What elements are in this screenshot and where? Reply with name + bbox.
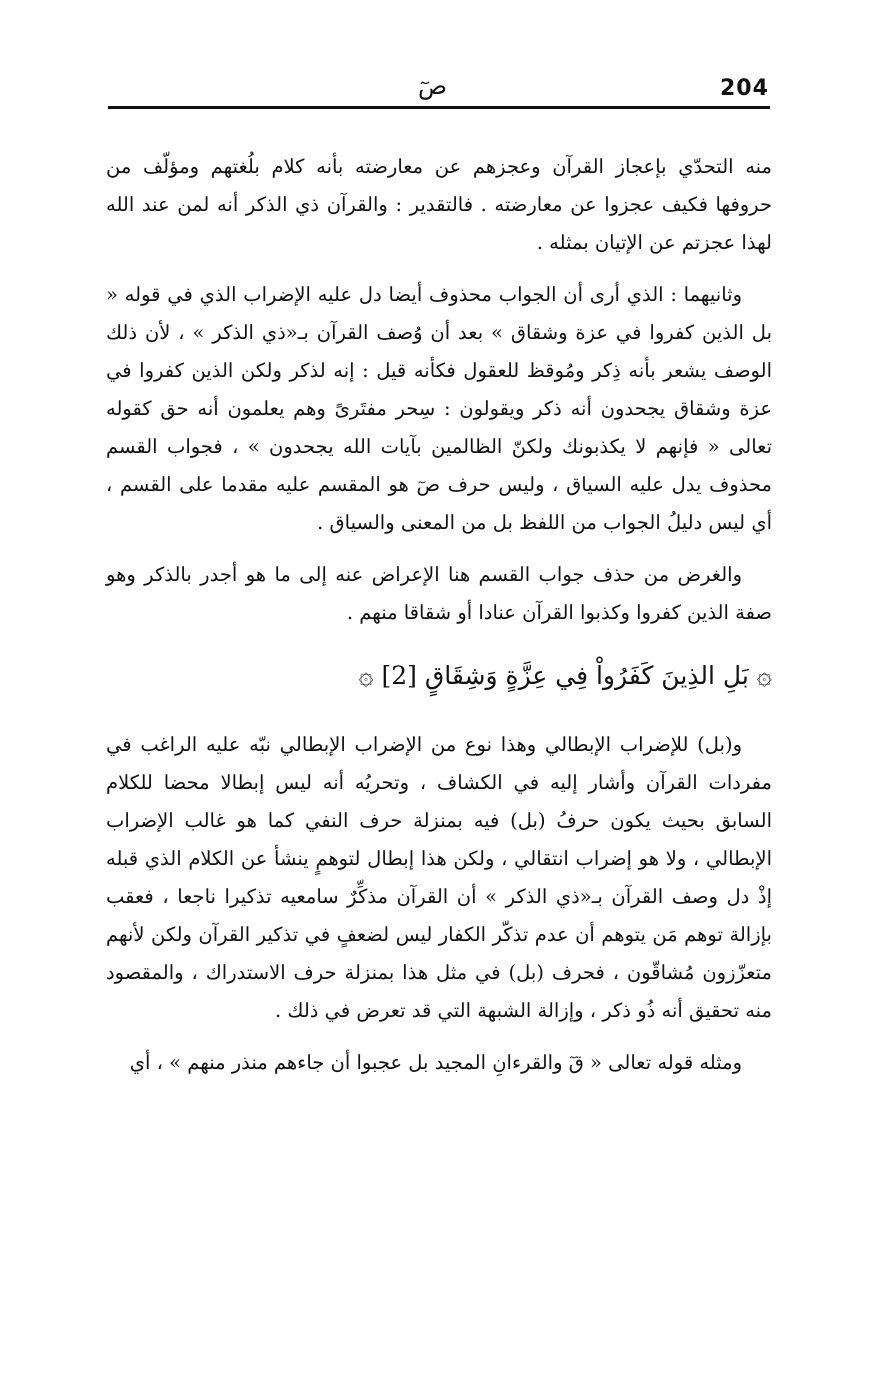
page-body bbox=[106, 148, 772, 1082]
running-head-surah-letter: صٓ bbox=[418, 72, 448, 100]
paragraph-4: و(بل) للإضراب الإبطالي وهذا نوع من الإضراب الإبطالي نبّه عليه الراغب في مفردات القرآن وأشار إليه في الكشاف ، وتحريُه أنه ليس إبطالا محضا للكلام السابق بحيث يكون حرفُ (بل) فيه بمنزلة حرف النفي كما هو غالب الإضراب الإبطالي ، ولا هو إضراب انتقالي ، ولكن هذا إبطال لتوهمٍ ينشأ عن الكلام الذي قبله إذْ دل وصف القرآن بـ«ذي الذكر » أن القرآن مذكِّرٌ سامعيه تذكيرا ناجعا ، فعقب بإزالة توهم مَن يتوهم أن عدم تذكّر الكفار ليس لضعفٍ في تذكير القرآن ولكن لأنهم متعزّزون مُشاقّون ، فحرف (بل) في مثل هذا بمنزلة حرف الاستدراك ، والمقصود منه تحقيق أنه ذُو ذكر ، وإزالة الشبهة التي قد تعرض في ذلك . bbox=[106, 733, 772, 1022]
paragraph-1: منه التحدّي بإعجاز القرآن وعجزهم عن معارضته بأنه كلام بلُغتهم ومؤلّف من حروفها فكيف عجزوا عن معارضته . فالتقدير : والقرآن ذي الذكر أنه لمن عند الله لهذا عجزتم عن الإتيان بمثله . bbox=[106, 155, 772, 254]
verse-ornament-close-icon: ۞ bbox=[358, 661, 374, 691]
quran-verse bbox=[106, 656, 772, 696]
verse-ornament-open-icon: ۞ bbox=[756, 661, 772, 691]
page-number: 204 bbox=[720, 76, 769, 101]
header-rule bbox=[108, 106, 770, 109]
paragraph-2: وثانيهما : الذي أرى أن الجواب محذوف أيضا دل عليه الإضراب الذي في قوله « بل الذين كفروا في عزة وشقاق » بعد أن وُصف القرآن بـ«ذي الذكر » ، لأن ذلك الوصف يشعر بأنه ذِكر ومُوقظ للعقول فكأنه قيل : إنه لذكر ولكن الذين كفروا في عزة وشقاق يجحدون أنه ذكر ويقولون : سِحر مفتَرىً وهم يعلمون أنه حق كقوله تعالى « فإنهم لا يكذبونك ولكنّ الظالمين بآيات الله يجحدون » ، فجواب القسم محذوف يدل عليه السياق ، وليس حرف صٓ هو المقسم عليه مقدما على القسم ، أي ليس دليلُ الجواب من اللفظ بل من المعنى والسياق . bbox=[106, 283, 772, 534]
page-header bbox=[108, 70, 770, 106]
verse-text: بَلِ الذِينَ كَفَرُواْ فِي عِزَّةٍ وَشِقَاقٍ [2] bbox=[381, 661, 749, 690]
paragraph-5: ومثله قوله تعالى « قٓ والقرءانِ المجيد بل عجبوا أن جاءهم منذر منهم » ، أي bbox=[129, 1051, 742, 1074]
paragraph-3: والغرض من حذف جواب القسم هنا الإعراض عنه إلى ما هو أجدر بالذكر وهو صفة الذين كفروا وكذبوا القرآن عنادا أو شقاقا منهم . bbox=[106, 563, 772, 624]
